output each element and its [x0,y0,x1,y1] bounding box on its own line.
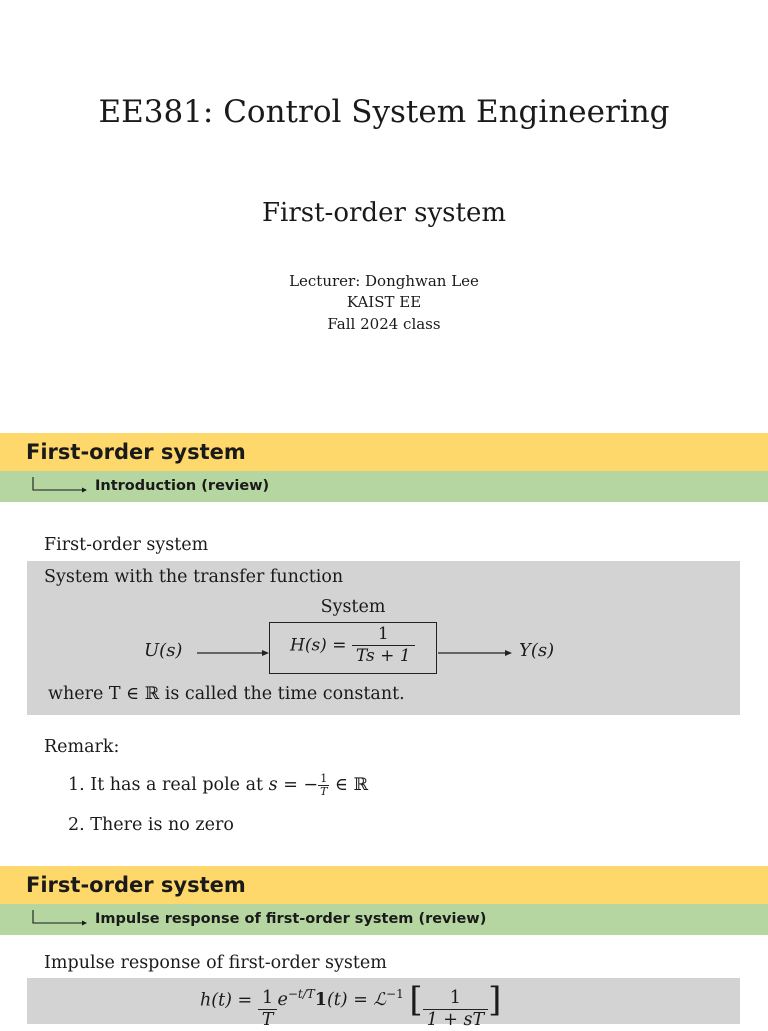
slide1-subheader-title: Introduction (review) [95,478,270,494]
tf-fraction [352,624,415,667]
time-constant-note: where T ∈ ℝ is called the time constant. [48,684,405,704]
eq-frac2-den: 1 + sT [426,1009,485,1030]
eq-inverse-sup: −1 [386,987,404,1001]
eq-frac1-num: 1 [258,988,278,1010]
transfer-function [290,624,415,667]
slide2-subheader-band [0,904,768,935]
slide2-subheader-title: Impulse response of first-order system (review) [95,911,487,927]
remark-label: Remark: [44,737,120,757]
tf-denominator: Ts + 1 [355,646,411,666]
output-signal-label: Y(s) [519,640,555,661]
pole-fraction [318,773,329,798]
definition-intro: System with the transfer function [44,567,344,587]
eq-frac2-num: 1 [423,988,489,1010]
pole-set: ∈ ℝ [335,775,369,795]
eq-mid: (t) = ℒ [326,989,387,1010]
eq-exp-sup: −t/T [287,987,315,1001]
pole-expression: s = − [268,775,319,795]
eq-exp-base: e [277,989,288,1010]
remark-item-1 [68,772,368,798]
eq-right-bracket: ] [488,979,502,1020]
eq-fraction-1 [258,988,278,1031]
eq-lhs: h(t) = [200,990,253,1011]
subsection-arrow-icon [30,908,88,928]
slide1-header-title: First-order system [26,440,246,464]
input-signal-label: U(s) [144,640,183,661]
lecturer-name: Lecturer: Donghwan Lee [289,272,479,290]
block-label: System [320,597,386,617]
tf-lhs: H(s) = [290,635,347,656]
output-arrow-icon [437,645,515,661]
remark-number-2: 2. [68,815,85,835]
slide1-subheader-band [0,471,768,502]
input-arrow-icon [196,645,272,661]
remark-text-2: There is no zero [90,815,234,835]
pole-fraction-den: T [320,785,328,798]
subsection-arrow-icon [30,475,88,495]
tf-numerator: 1 [352,624,415,646]
affiliation: KAIST EE [346,293,422,311]
deck-title: First-order system [261,198,507,228]
eq-fraction-2 [423,988,489,1031]
slide1-header-band [0,433,768,471]
eq-left-bracket: [ [409,979,423,1020]
slide2-header-title: First-order system [26,873,246,897]
remark-text-1: It has a real pole at [90,775,264,795]
slide2-section-label: Impulse response of first-order system [44,953,387,973]
remark-item-2 [68,812,234,838]
eq-frac1-den: T [261,1009,274,1030]
pole-fraction-num: 1 [318,773,329,786]
course-title: EE381: Control System Engineering [98,94,670,130]
slide2-header-band [0,866,768,904]
term: Fall 2024 class [327,315,441,333]
eq-step-symbol: 1 [314,989,327,1010]
remark-number-1: 1. [68,775,85,795]
slide1-section-label: First-order system [44,535,209,555]
